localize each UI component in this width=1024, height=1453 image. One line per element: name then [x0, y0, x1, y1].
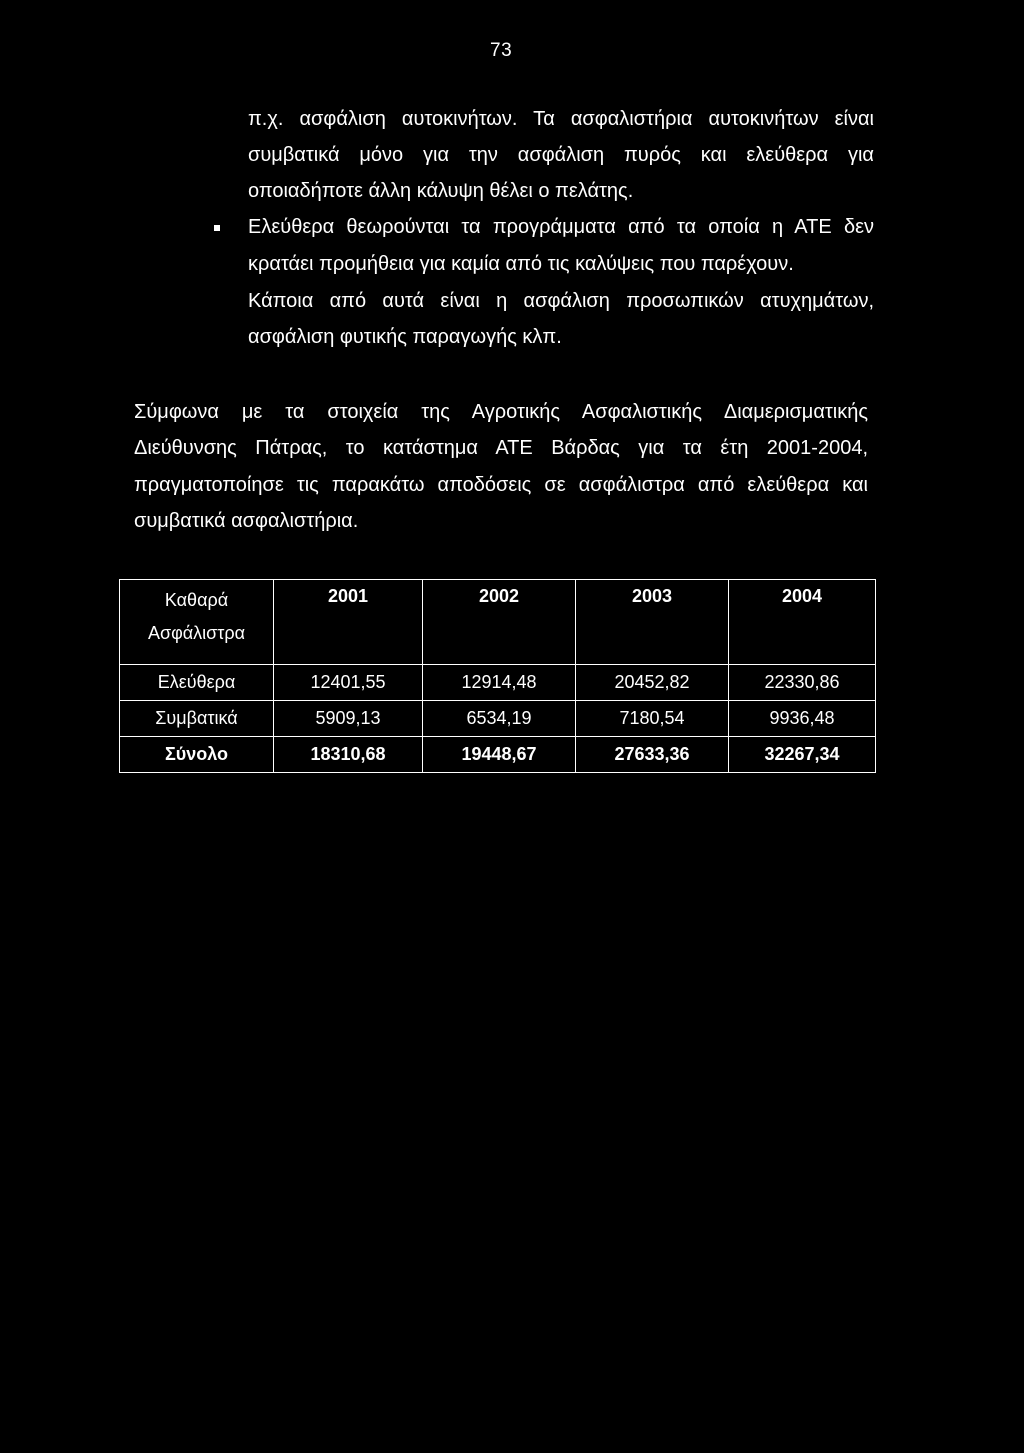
header-label-line: Καθαρά: [164, 590, 229, 610]
text-line: Ελεύθερα θεωρούνται τα προγράμματα από τα οποία η ΑΤΕ δεν: [248, 216, 874, 238]
text-line: συμβατικά ασφαλιστήρια.: [134, 510, 359, 532]
text-line: Διεύθυνσης Πάτρας, το κατάστημα ΑΤΕ Βάρδας για τα έτη 2001-2004,: [134, 437, 868, 459]
table-cell: 9936,48: [729, 701, 876, 737]
table-total-row: [120, 737, 876, 773]
text-line: Σύμφωνα με τα στοιχεία της Αγροτικής Ασφαλιστικής Διαμερισματικής: [134, 401, 868, 423]
text-line: κρατάει προμήθεια για καμία από τις καλύψεις που παρέχουν.: [248, 253, 794, 275]
table-row: [120, 701, 876, 737]
row-label-cell: Σύνολο: [120, 737, 274, 773]
text-line: συμβατικά μόνο για την ασφάλιση πυρός και ελεύθερα για: [248, 144, 874, 166]
row-label-cell: Συμβατικά: [120, 701, 274, 737]
text-line: Κάποια από αυτά είναι η ασφάλιση προσωπικών ατυχημάτων,: [248, 290, 874, 312]
table-cell: 7180,54: [576, 701, 729, 737]
text-line: οποιαδήποτε άλλη κάλυψη θέλει ο πελάτης.: [248, 180, 634, 202]
table-row: [120, 665, 876, 701]
year-header-cell: 2001: [274, 580, 423, 665]
table-cell: 5909,13: [274, 701, 423, 737]
year-header-cell: 2002: [423, 580, 576, 665]
table-header-row: [120, 580, 876, 665]
text-line: πραγματοποίησε τις παρακάτω αποδόσεις σε ασφάλιστρα από ελεύθερα και: [134, 474, 868, 496]
text-line: π.χ. ασφάλιση αυτοκινήτων. Τα ασφαλιστήρια αυτοκινήτων είναι: [248, 108, 874, 130]
premiums-table: [119, 579, 876, 773]
table-cell: 12401,55: [274, 665, 423, 701]
table-cell: 22330,86: [729, 665, 876, 701]
table-cell: 12914,48: [423, 665, 576, 701]
bullet-icon: [214, 225, 220, 231]
table-cell: 32267,34: [729, 737, 876, 773]
year-header-cell: 2004: [729, 580, 876, 665]
table-cell: 18310,68: [274, 737, 423, 773]
table-cell: 20452,82: [576, 665, 729, 701]
table-cell: 19448,67: [423, 737, 576, 773]
year-header-cell: 2003: [576, 580, 729, 665]
page-number: 73: [490, 40, 513, 61]
table-cell: 6534,19: [423, 701, 576, 737]
header-label-line: Ασφάλιστρα: [147, 623, 246, 643]
table-cell: 27633,36: [576, 737, 729, 773]
text-line: ασφάλιση φυτικής παραγωγής κλπ.: [248, 326, 562, 348]
row-label-cell: Ελεύθερα: [120, 665, 274, 701]
header-label-cell: [120, 580, 274, 665]
